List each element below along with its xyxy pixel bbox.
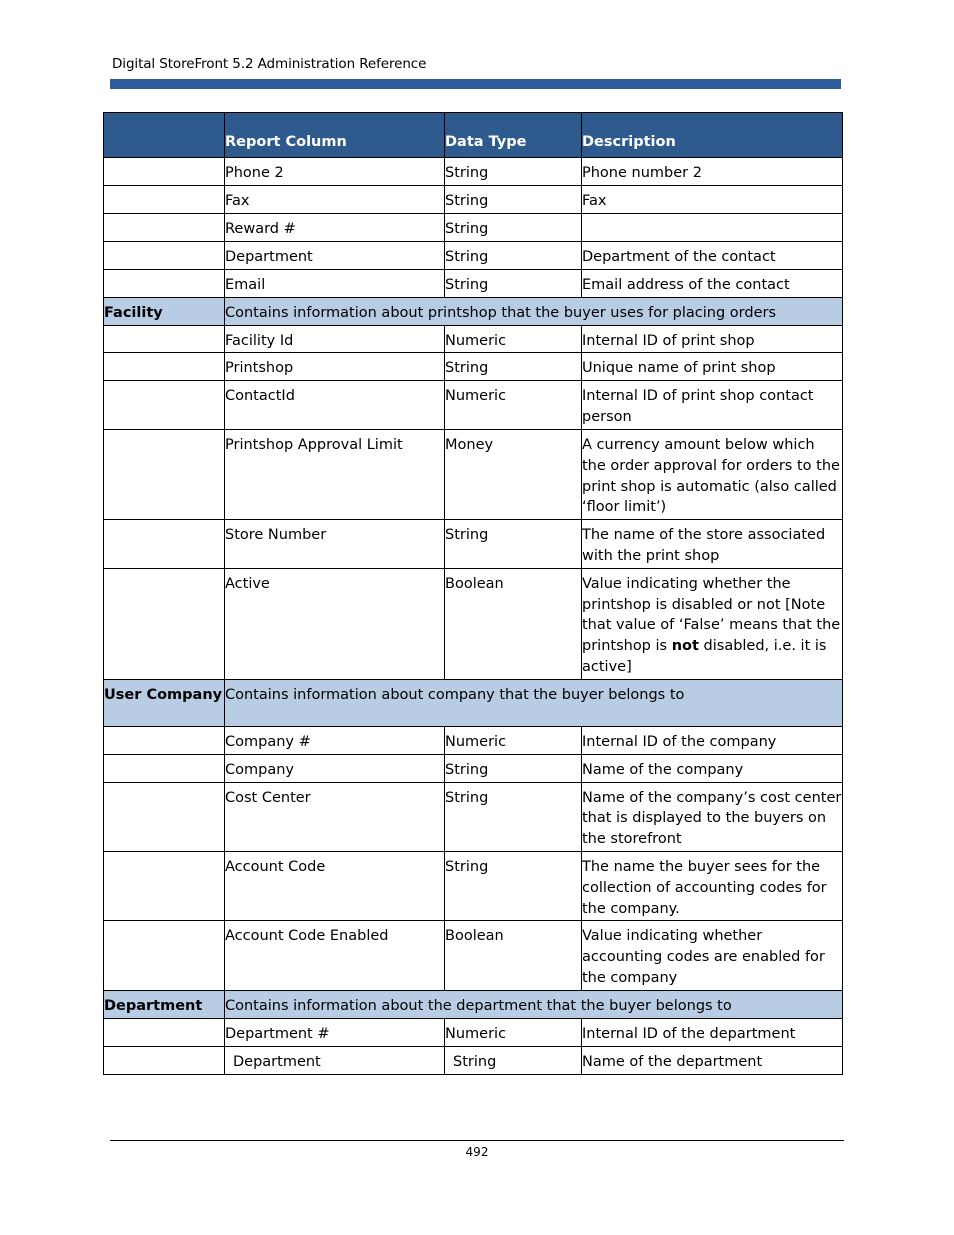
description-emphasis: not [671, 638, 699, 655]
data-type-cell: Numeric [445, 325, 582, 353]
table-row [104, 213, 843, 241]
data-type-cell: String [445, 851, 582, 920]
header-data-type: Data Type [445, 113, 582, 158]
section-description: Contains information about company that the buyer belongs to [225, 679, 843, 726]
description-cell: Internal ID of print shop [582, 325, 843, 353]
report-column-cell: Printshop Approval Limit [225, 429, 445, 519]
report-column-cell: Reward # [225, 213, 445, 241]
description-cell: Value indicating whether accounting codes are enabled for the company [582, 921, 843, 990]
section-cell [104, 1018, 225, 1046]
table-row [104, 520, 843, 569]
table-row [104, 851, 843, 920]
description-cell [582, 213, 843, 241]
report-column-cell: Phone 2 [225, 158, 445, 186]
description-cell: Department of the contact [582, 241, 843, 269]
section-cell [104, 325, 225, 353]
data-type-cell: Numeric [445, 726, 582, 754]
report-column-cell: Company # [225, 726, 445, 754]
section-row [104, 297, 843, 325]
table-row [104, 568, 843, 679]
report-column-cell: Department [225, 241, 445, 269]
report-column-cell: Account Code Enabled [225, 921, 445, 990]
table-row [104, 241, 843, 269]
data-type-cell: String [445, 754, 582, 782]
report-column-cell: Company [225, 754, 445, 782]
table-row [104, 353, 843, 381]
description-cell: Internal ID of the company [582, 726, 843, 754]
section-row [104, 990, 843, 1018]
header-description: Description [582, 113, 843, 158]
footer-rule [110, 1140, 844, 1141]
table-row [104, 269, 843, 297]
section-cell [104, 1046, 225, 1074]
header-report-column: Report Column [225, 113, 445, 158]
table-row [104, 921, 843, 990]
table-row [104, 158, 843, 186]
data-type-cell: String [445, 186, 582, 214]
section-cell [104, 241, 225, 269]
table-row [104, 325, 843, 353]
section-cell [104, 381, 225, 430]
description-cell: The name of the store associated with the print shop [582, 520, 843, 569]
data-type-cell: Numeric [445, 381, 582, 430]
report-column-cell: Account Code [225, 851, 445, 920]
report-column-cell: Printshop [225, 353, 445, 381]
description-cell: Fax [582, 186, 843, 214]
data-type-cell: Boolean [445, 568, 582, 679]
table-row [104, 1018, 843, 1046]
description-text: disabled, i.e. it is active] [582, 638, 827, 675]
table-row [104, 381, 843, 430]
description-cell: Internal ID of print shop contact person [582, 381, 843, 430]
data-type-cell: String [445, 1046, 582, 1074]
table-row [104, 1046, 843, 1074]
description-cell: Internal ID of the department [582, 1018, 843, 1046]
data-type-cell: String [445, 158, 582, 186]
section-cell [104, 186, 225, 214]
table-row [104, 429, 843, 519]
section-description: Contains information about the department that the buyer belongs to [225, 990, 843, 1018]
description-cell: Name of the company [582, 754, 843, 782]
description-cell: Email address of the contact [582, 269, 843, 297]
table-row [104, 186, 843, 214]
report-column-cell: Email [225, 269, 445, 297]
description-cell: Phone number 2 [582, 158, 843, 186]
section-row [104, 679, 843, 726]
description-cell [582, 568, 843, 679]
section-cell [104, 851, 225, 920]
description-cell: A currency amount below which the order approval for orders to the print shop is automatic (also called ‘floor limit’) [582, 429, 843, 519]
description-cell: Unique name of print shop [582, 353, 843, 381]
section-cell [104, 754, 225, 782]
data-type-cell: Boolean [445, 921, 582, 990]
section-cell [104, 782, 225, 851]
section-name: Department [104, 990, 225, 1018]
section-cell [104, 568, 225, 679]
section-description: Contains information about printshop that the buyer uses for placing orders [225, 297, 843, 325]
header-section [104, 113, 225, 158]
table-row [104, 754, 843, 782]
report-column-cell: Cost Center [225, 782, 445, 851]
description-cell: Name of the company’s cost center that is displayed to the buyers on the storefront [582, 782, 843, 851]
report-column-cell: Active [225, 568, 445, 679]
report-column-cell: Department [225, 1046, 445, 1074]
report-column-cell: Department # [225, 1018, 445, 1046]
section-cell [104, 353, 225, 381]
description-cell: The name the buyer sees for the collection of accounting codes for the company. [582, 851, 843, 920]
section-cell [104, 520, 225, 569]
table-row [104, 726, 843, 754]
description-text: Value indicating whether the printshop is disabled or not [Note that value of ‘False’ means that the printshop is [582, 575, 841, 655]
section-cell [104, 429, 225, 519]
report-columns-table [103, 112, 843, 1075]
report-column-cell: ContactId [225, 381, 445, 430]
section-cell [104, 158, 225, 186]
report-column-cell: Store Number [225, 520, 445, 569]
data-type-cell: String [445, 241, 582, 269]
section-name: User Company [104, 679, 225, 726]
table-header-row [104, 113, 843, 158]
section-cell [104, 726, 225, 754]
page-number: 492 [465, 1145, 489, 1159]
description-cell: Name of the department [582, 1046, 843, 1074]
data-type-cell: String [445, 353, 582, 381]
data-type-cell: String [445, 213, 582, 241]
data-type-cell: String [445, 782, 582, 851]
header-rule [110, 79, 841, 89]
data-type-cell: String [445, 520, 582, 569]
section-name: Facility [104, 297, 225, 325]
table-row [104, 782, 843, 851]
section-cell [104, 921, 225, 990]
report-column-cell: Fax [225, 186, 445, 214]
data-type-cell: String [445, 269, 582, 297]
section-cell [104, 213, 225, 241]
data-type-cell: Money [445, 429, 582, 519]
report-column-cell: Facility Id [225, 325, 445, 353]
table-body [104, 158, 843, 1075]
section-cell [104, 269, 225, 297]
data-type-cell: Numeric [445, 1018, 582, 1046]
document-header-title: Digital StoreFront 5.2 Administration Reference [112, 56, 427, 72]
